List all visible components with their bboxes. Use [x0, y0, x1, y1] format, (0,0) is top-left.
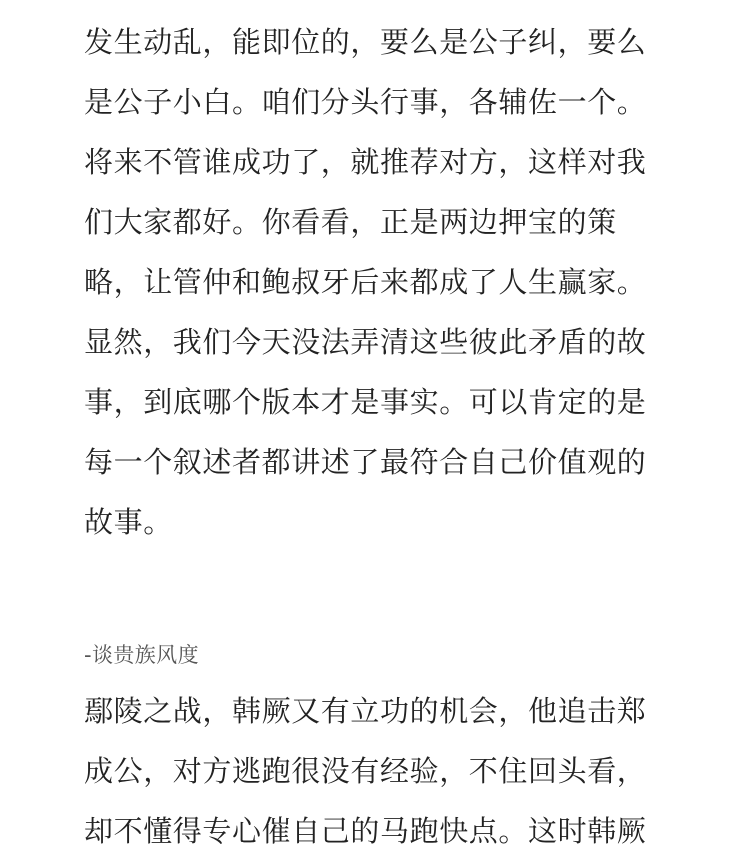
paragraph-1: 发生动乱，能即位的，要么是公子纠，要么是公子小白。咱们分头行事，各辅佐一个。将来不管谁成功了，就推荐对方，这样对我们大家都好。你看看，正是两边押宝的策略，让管仲和鲍叔牙后来都成了人生赢家。显然，我们今天没法弄清这些彼此矛盾的故事，到底哪个版本才是事实。可以肯定的是每一个叙述者都讲述了最符合自己价值观的故事。 — [84, 25, 647, 539]
section-heading: -谈贵族风度 — [84, 643, 199, 667]
article-body — [84, 12, 664, 861]
section-spacer — [84, 552, 664, 640]
heading-spacer — [84, 670, 664, 681]
paragraph-2: 鄢陵之战，韩厥又有立功的机会，他追击郑成公，对方逃跑很没有经验，不住回头看，却不懂得专心催自己的马跑快点。这时韩厥 — [84, 694, 647, 848]
